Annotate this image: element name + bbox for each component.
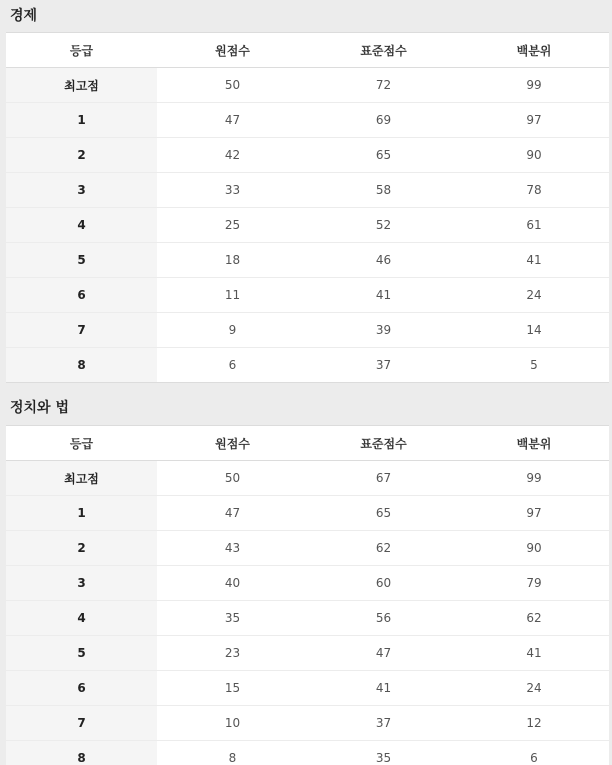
grade-cell: 5 (6, 243, 157, 278)
percentile-cell: 90 (459, 531, 609, 566)
percentile-cell: 41 (459, 636, 609, 671)
header-percentile: 백분위 (459, 33, 609, 68)
table-row (6, 496, 609, 531)
raw-score-cell: 6 (228, 358, 237, 372)
header-raw-score: 원점수 (157, 426, 308, 461)
header-grade: 등급 (6, 33, 157, 68)
table-row (6, 68, 609, 103)
standard-score-cell: 46 (308, 243, 459, 278)
grade-cell: 6 (6, 278, 157, 313)
standard-score-cell: 41 (308, 278, 459, 313)
grade-cell: 7 (6, 313, 157, 348)
table-row (6, 278, 609, 313)
grade-cell: 최고점 (6, 461, 157, 496)
standard-score-cell: 56 (308, 601, 459, 636)
grade-cell: 8 (6, 348, 157, 383)
table-row (6, 313, 609, 348)
table-row (6, 671, 609, 706)
standard-score-cell: 58 (308, 173, 459, 208)
grade-cell: 1 (6, 496, 157, 531)
grade-cell: 8 (6, 741, 157, 765)
percentile-cell: 97 (459, 496, 609, 531)
standard-score-cell: 35 (375, 751, 392, 765)
section-politics-and-law (0, 391, 612, 765)
standard-score-cell: 72 (308, 68, 459, 103)
raw-score-cell: 50 (157, 461, 308, 496)
percentile-cell: 12 (459, 706, 609, 741)
raw-score-cell: 11 (157, 278, 308, 313)
standard-score-cell: 37 (308, 706, 459, 741)
standard-score-cell: 69 (308, 103, 459, 138)
raw-score-cell: 47 (157, 496, 308, 531)
table-row (6, 741, 609, 765)
grade-cell: 6 (6, 671, 157, 706)
standard-score-cell: 65 (308, 138, 459, 173)
grade-cell: 4 (6, 601, 157, 636)
standard-score-cell: 67 (308, 461, 459, 496)
raw-score-cell: 35 (157, 601, 308, 636)
grade-table (6, 425, 609, 765)
percentile-cell: 61 (459, 208, 609, 243)
raw-score-cell: 42 (157, 138, 308, 173)
grade-cell: 4 (6, 208, 157, 243)
table-row (6, 138, 609, 173)
grade-cell: 7 (6, 706, 157, 741)
table-row (6, 243, 609, 278)
percentile-cell: 97 (459, 103, 609, 138)
raw-score-cell: 50 (157, 68, 308, 103)
section-title: 경제 (0, 0, 612, 32)
raw-score-cell: 9 (157, 313, 308, 348)
grade-cell: 1 (6, 103, 157, 138)
raw-score-cell: 10 (157, 706, 308, 741)
raw-score-cell: 40 (157, 566, 308, 601)
header-standard-score: 표준점수 (308, 426, 459, 461)
percentile-cell: 24 (459, 278, 609, 313)
percentile-cell: 62 (459, 601, 609, 636)
percentile-cell: 24 (459, 671, 609, 706)
raw-score-cell: 25 (157, 208, 308, 243)
percentile-cell: 6 (530, 751, 538, 765)
table-row (6, 103, 609, 138)
section-gap (0, 383, 612, 391)
table-row (6, 348, 609, 383)
raw-score-cell: 33 (157, 173, 308, 208)
percentile-cell: 78 (459, 173, 609, 208)
percentile-cell: 41 (459, 243, 609, 278)
standard-score-cell: 60 (308, 566, 459, 601)
table-header-row (6, 426, 609, 461)
header-grade: 등급 (6, 426, 157, 461)
raw-score-cell: 23 (157, 636, 308, 671)
header-raw-score: 원점수 (157, 33, 308, 68)
table-row (6, 706, 609, 741)
header-standard-score: 표준점수 (308, 33, 459, 68)
grade-cell: 2 (6, 138, 157, 173)
table-row (6, 531, 609, 566)
table-row (6, 566, 609, 601)
percentile-cell: 5 (530, 358, 538, 372)
grade-cell: 2 (6, 531, 157, 566)
raw-score-cell: 18 (157, 243, 308, 278)
grade-table (6, 32, 609, 383)
grade-cell: 5 (6, 636, 157, 671)
raw-score-cell: 47 (157, 103, 308, 138)
grade-cell: 최고점 (6, 68, 157, 103)
percentile-cell: 99 (459, 461, 609, 496)
raw-score-cell: 15 (157, 671, 308, 706)
grade-cell: 3 (6, 566, 157, 601)
standard-score-cell: 52 (308, 208, 459, 243)
percentile-cell: 90 (459, 138, 609, 173)
table-row (6, 636, 609, 671)
standard-score-cell: 65 (308, 496, 459, 531)
table-row (6, 208, 609, 243)
table-row (6, 461, 609, 496)
section-title: 정치와 법 (0, 391, 612, 425)
table-row (6, 173, 609, 208)
standard-score-cell: 47 (308, 636, 459, 671)
percentile-cell: 99 (459, 68, 609, 103)
standard-score-cell: 62 (308, 531, 459, 566)
standard-score-cell: 39 (308, 313, 459, 348)
table-header-row (6, 33, 609, 68)
standard-score-cell: 41 (308, 671, 459, 706)
raw-score-cell: 43 (157, 531, 308, 566)
raw-score-cell: 8 (228, 751, 237, 765)
grade-cell: 3 (6, 173, 157, 208)
header-percentile: 백분위 (459, 426, 609, 461)
standard-score-cell: 37 (375, 358, 392, 372)
table-row (6, 601, 609, 636)
percentile-cell: 14 (459, 313, 609, 348)
percentile-cell: 79 (459, 566, 609, 601)
